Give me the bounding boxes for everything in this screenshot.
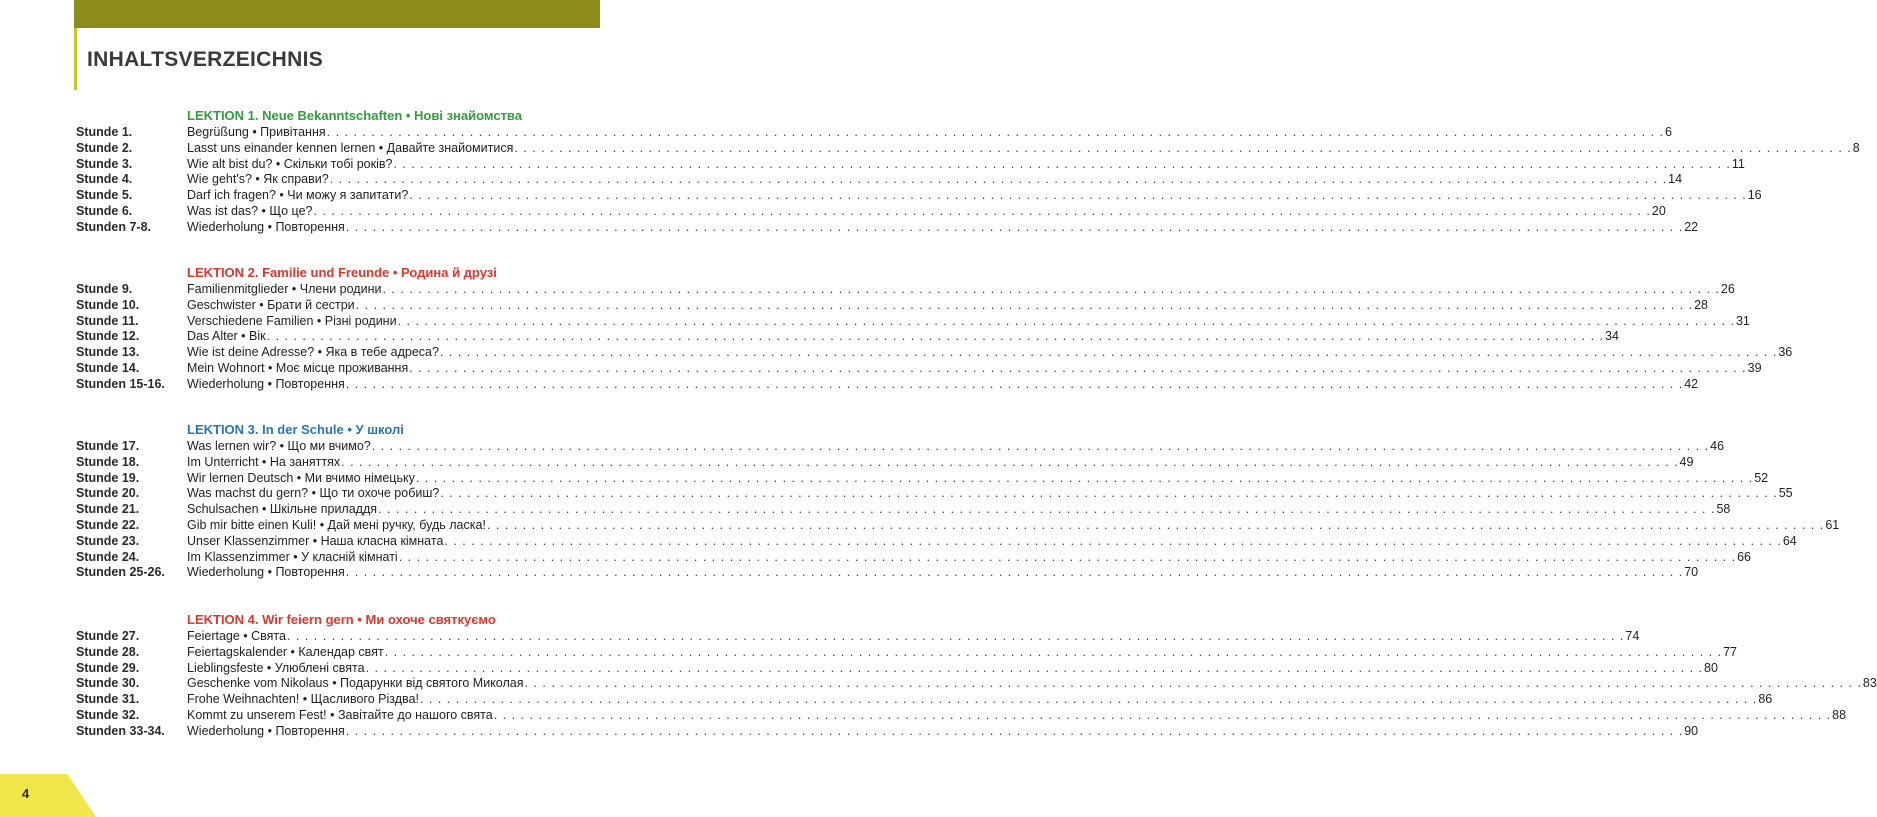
lesson-number: Stunde 5.	[76, 188, 133, 203]
lesson-number: Stunde 32.	[76, 708, 140, 722]
topic-title: Wie ist deine Adresse? • Яка в тебе адреса?	[187, 345, 439, 360]
lesson-number: Stunden 15-16.	[76, 376, 165, 391]
page-reference: 74	[1625, 629, 1640, 643]
page-reference: 14	[1668, 172, 1683, 187]
toc-entry	[187, 204, 1666, 218]
toc-entry	[187, 454, 1694, 469]
lesson-number: Stunden 25-26.	[76, 565, 165, 580]
lesson-heading: LEKTION 3. In der Schule • У школі	[187, 422, 404, 437]
toc-entry	[187, 692, 1773, 707]
topic-title: Im Unterricht • На заняттях	[187, 454, 341, 469]
topic-title: Begrüßung • Привітання	[187, 125, 326, 139]
lesson-number: Stunde 6.	[76, 204, 133, 218]
toc-entry	[187, 502, 1731, 517]
topic-title: Feiertagskalender • Календар свят	[187, 644, 384, 659]
toc-row	[0, 140, 1860, 157]
lesson-number: Stunde 19.	[76, 470, 140, 485]
dot-leader: . . . . . . . . . . . . . . . . . . . . . . . . . . . . . . . . . . . . . . . . . . . . . . . . . . . . . . . . . . . . . . . . . . . . . . . . . . . . . . . . . . . . . . . . . . . . . . . . . . . . . . . . . . . . . . . . . . . . . . . . . . . . . . . . . . . . . . . . . . . . . . . . . . . . . .	[345, 565, 1684, 580]
page-reference: 6	[1665, 125, 1672, 139]
toc-entry	[187, 125, 1672, 139]
toc-row	[0, 708, 1847, 724]
dot-leader: . . . . . . . . . . . . . . . . . . . . . . . . . . . . . . . . . . . . . . . . . . . . . . . . . . . . . . . . . . . . . . . . . . . . . . . . . . . . . . . . . . . . . . . . . . . . . . . . . . . . . . . . . . . . . . . . . . . . . . . . . . . . . . . . . . . . . . . . . . . . . . . . . . . . . .	[286, 629, 1625, 643]
topic-title: Das Alter • Вік	[187, 329, 266, 344]
page-reference: 58	[1716, 502, 1731, 517]
page-reference: 11	[1731, 156, 1745, 171]
toc-row	[0, 502, 1731, 518]
toc-row	[0, 533, 1797, 550]
toc-entry	[187, 219, 1699, 234]
page-reference: 36	[1778, 345, 1793, 360]
toc-row	[0, 518, 1840, 534]
toc-entry	[187, 329, 1619, 344]
page-reference: 34	[1605, 329, 1619, 344]
dot-leader: . . . . . . . . . . . . . . . . . . . . . . . . . . . . . . . . . . . . . . . . . . . . . . . . . . . . . . . . . . . . . . . . . . . . . . . . . . . . . . . . . . . . . . . . . . . . . . . . . . . . . . . . . . . . . . . . . . . . . . . . . . . . . . . . . . . . . . . . . . . . . . . . . . . . . .	[486, 518, 1825, 532]
lesson-number: Stunde 3.	[76, 156, 133, 171]
lesson-heading: LEKTION 2. Familie und Freunde • Родина й друзі	[187, 265, 497, 280]
toc-row	[0, 329, 1619, 345]
toc-row	[0, 470, 1769, 487]
toc-entry	[187, 188, 1762, 203]
toc-row	[0, 676, 1877, 692]
page-reference: 20	[1651, 204, 1666, 218]
lesson-number: Stunde 12.	[76, 329, 140, 344]
topic-title: Familienmitglieder • Члени родини	[187, 282, 382, 296]
dot-leader: . . . . . . . . . . . . . . . . . . . . . . . . . . . . . . . . . . . . . . . . . . . . . . . . . . . . . . . . . . . . . . . . . . . . . . . . . . . . . . . . . . . . . . . . . . . . . . . . . . . . . . . . . . . . . . . . . . . . . . . . . . . . . . . . . . . . . . . . . . . . . . . . . . . . . .	[524, 676, 1862, 691]
dot-leader: . . . . . . . . . . . . . . . . . . . . . . . . . . . . . . . . . . . . . . . . . . . . . . . . . . . . . . . . . . . . . . . . . . . . . . . . . . . . . . . . . . . . . . . . . . . . . . . . . . . . . . . . . . . . . . . . . . . . . . . . . . . . . . . . . . . . . . . . . . . . . . . . . . . . . .	[378, 502, 1716, 517]
lesson-number: Stunde 24.	[76, 549, 140, 564]
toc-entry	[187, 549, 1752, 564]
page-reference: 88	[1832, 708, 1847, 722]
toc-entry	[187, 565, 1699, 580]
lesson-number: Stunde 10.	[76, 297, 140, 312]
toc-entry	[187, 486, 1793, 501]
page-reference: 61	[1825, 518, 1840, 532]
page-reference: 26	[1720, 282, 1735, 296]
lesson-number: Stunde 11.	[76, 313, 139, 328]
lesson-number: Stunde 31.	[76, 692, 140, 707]
toc-row	[0, 297, 1708, 314]
dot-leader: . . . . . . . . . . . . . . . . . . . . . . . . . . . . . . . . . . . . . . . . . . . . . . . . . . . . . . . . . . . . . . . . . . . . . . . . . . . . . . . . . . . . . . . . . . . . . . . . . . . . . . . . . . . . . . . . . . . . . . . . . . . . . . . . . . . . . . . . . . . . . . . . . . . . . .	[313, 204, 1651, 218]
topic-title: Kommt zu unserem Fest! • Завітайте до нашого свята	[187, 708, 493, 722]
toc-entry	[187, 533, 1797, 548]
toc-row	[0, 629, 1640, 645]
dot-leader: . . . . . . . . . . . . . . . . . . . . . . . . . . . . . . . . . . . . . . . . . . . . . . . . . . . . . . . . . . . . . . . . . . . . . . . . . . . . . . . . . . . . . . . . . . . . . . . . . . . . . . . . . . . . . . . . . . . . . . . . . . . . . . . . . . . . . . . . . . . . . . . . . . . . . .	[326, 125, 1665, 139]
lesson-number: Stunde 28.	[76, 644, 140, 659]
topic-title: Geschwister • Брати й сестри	[187, 297, 355, 312]
dot-leader: . . . . . . . . . . . . . . . . . . . . . . . . . . . . . . . . . . . . . . . . . . . . . . . . . . . . . . . . . . . . . . . . . . . . . . . . . . . . . . . . . . . . . . . . . . . . . . . . . . . . . . . . . . . . . . . . . . . . . . . . . . . . . . . . . . . . . . . . . . . . . . . . . . . . . .	[419, 692, 1758, 707]
page-reference: 66	[1737, 549, 1752, 564]
dot-leader: . . . . . . . . . . . . . . . . . . . . . . . . . . . . . . . . . . . . . . . . . . . . . . . . . . . . . . . . . . . . . . . . . . . . . . . . . . . . . . . . . . . . . . . . . . . . . . . . . . . . . . . . . . . . . . . . . . . . . . . . . . . . . . . . . . . . . . . . . . . . . . . . . . . . . .	[493, 708, 1832, 722]
page-reference: 39	[1747, 361, 1762, 375]
dot-leader: . . . . . . . . . . . . . . . . . . . . . . . . . . . . . . . . . . . . . . . . . . . . . . . . . . . . . . . . . . . . . . . . . . . . . . . . . . . . . . . . . . . . . . . . . . . . . . . . . . . . . . . . . . . . . . . . . . . . . . . . . . . . . . . . . . . . . . . . . . . . . . . . . . . . . .	[409, 361, 1747, 375]
dot-leader: . . . . . . . . . . . . . . . . . . . . . . . . . . . . . . . . . . . . . . . . . . . . . . . . . . . . . . . . . . . . . . . . . . . . . . . . . . . . . . . . . . . . . . . . . . . . . . . . . . . . . . . . . . . . . . . . . . . . . . . . . . . . . . . . . . . . . . . . . . . . . . . . . . . . . .	[345, 219, 1684, 234]
topic-title: Wiederholung • Повторення	[187, 565, 345, 580]
lesson-heading: LEKTION 4. Wir feiern gern • Ми охоче святкуємо	[187, 612, 496, 627]
lesson-number: Stunde 1.	[76, 125, 133, 139]
lesson-number: Stunde 27.	[76, 629, 140, 643]
toc-row	[0, 376, 1699, 393]
page-reference: 80	[1704, 660, 1718, 675]
topic-title: Wir lernen Deutsch • Ми вчимо німецьку	[187, 470, 415, 485]
dot-leader: . . . . . . . . . . . . . . . . . . . . . . . . . . . . . . . . . . . . . . . . . . . . . . . . . . . . . . . . . . . . . . . . . . . . . . . . . . . . . . . . . . . . . . . . . . . . . . . . . . . . . . . . . . . . . . . . . . . . . . . . . . . . . . . . . . . . . . . . . . . . . . . . . . . . . .	[444, 533, 1782, 548]
dot-leader: . . . . . . . . . . . . . . . . . . . . . . . . . . . . . . . . . . . . . . . . . . . . . . . . . . . . . . . . . . . . . . . . . . . . . . . . . . . . . . . . . . . . . . . . . . . . . . . . . . . . . . . . . . . . . . . . . . . . . . . . . . . . . . . . . . . . . . . . . . . . . . . . . . . . . .	[341, 454, 1679, 469]
topic-title: Was ist das? • Що це?	[187, 204, 313, 218]
toc-row	[0, 313, 1750, 330]
dot-leader: . . . . . . . . . . . . . . . . . . . . . . . . . . . . . . . . . . . . . . . . . . . . . . . . . . . . . . . . . . . . . . . . . . . . . . . . . . . . . . . . . . . . . . . . . . . . . . . . . . . . . . . . . . . . . . . . . . . . . . . . . . . . . . . . . . . . . . . . . . . . . . . . . . . . . .	[384, 644, 1723, 659]
lesson-number: Stunde 22.	[76, 518, 140, 532]
lesson-number: Stunde 23.	[76, 533, 140, 548]
toc-row	[0, 439, 1725, 455]
lesson-number: Stunde 18.	[76, 454, 140, 469]
lesson-number: Stunde 17.	[76, 439, 140, 453]
dot-leader: . . . . . . . . . . . . . . . . . . . . . . . . . . . . . . . . . . . . . . . . . . . . . . . . . . . . . . . . . . . . . . . . . . . . . . . . . . . . . . . . . . . . . . . . . . . . . . . . . . . . . . . . . . . . . . . . . . . . . . . . . . . . . . . . . . . . . . . . . . . . . . . . . . . . . .	[439, 345, 1778, 360]
dot-leader: . . . . . . . . . . . . . . . . . . . . . . . . . . . . . . . . . . . . . . . . . . . . . . . . . . . . . . . . . . . . . . . . . . . . . . . . . . . . . . . . . . . . . . . . . . . . . . . . . . . . . . . . . . . . . . . . . . . . . . . . . . . . . . . . . . . . . . . . . . . . . . . . . . . . . .	[365, 660, 1703, 675]
toc-entry	[187, 297, 1708, 312]
toc-entry	[187, 644, 1737, 659]
toc-row	[0, 454, 1694, 471]
toc-entry	[187, 345, 1793, 360]
toc-entry	[187, 470, 1769, 485]
lesson-number: Stunden 33-34.	[76, 723, 165, 738]
toc-row	[0, 692, 1773, 708]
topic-title: Feiertage • Свята	[187, 629, 286, 643]
page-reference: 83	[1862, 676, 1877, 691]
lesson-number: Stunde 30.	[76, 676, 140, 691]
page-reference: 64	[1782, 533, 1797, 548]
page-reference: 31	[1735, 313, 1750, 328]
topic-title: Geschenke vom Nikolaus • Подарунки від святого Миколая	[187, 676, 524, 691]
toc-entry	[187, 660, 1718, 675]
dot-leader: . . . . . . . . . . . . . . . . . . . . . . . . . . . . . . . . . . . . . . . . . . . . . . . . . . . . . . . . . . . . . . . . . . . . . . . . . . . . . . . . . . . . . . . . . . . . . . . . . . . . . . . . . . . . . . . . . . . . . . . . . . . . . . . . . . . . . . . . . . . . . . . . . . . . . .	[345, 376, 1684, 391]
topic-title: Was lernen wir? • Що ми вчимо?	[187, 439, 371, 453]
toc-entry	[187, 708, 1847, 722]
toc-entry	[187, 282, 1735, 296]
dot-leader: . . . . . . . . . . . . . . . . . . . . . . . . . . . . . . . . . . . . . . . . . . . . . . . . . . . . . . . . . . . . . . . . . . . . . . . . . . . . . . . . . . . . . . . . . . . . . . . . . . . . . . . . . . . . . . . . . . . . . . . . . . . . . . . . . . . . . . . . . . . . . . . . . . . . . .	[409, 188, 1747, 203]
toc-row	[0, 172, 1683, 188]
toc-row	[0, 361, 1762, 377]
toc-entry	[187, 376, 1699, 391]
topic-title: Verschiedene Familien • Різні родини	[187, 313, 397, 328]
page-reference: 16	[1747, 188, 1762, 203]
page-reference: 8	[1852, 140, 1860, 155]
lesson-number: Stunde 21.	[76, 502, 140, 517]
toc-row	[0, 156, 1745, 173]
toc-row	[0, 644, 1737, 661]
lesson-number: Stunde 13.	[76, 345, 140, 360]
dot-leader: . . . . . . . . . . . . . . . . . . . . . . . . . . . . . . . . . . . . . . . . . . . . . . . . . . . . . . . . . . . . . . . . . . . . . . . . . . . . . . . . . . . . . . . . . . . . . . . . . . . . . . . . . . . . . . . . . . . . . . . . . . . . . . . . . . . . . . . . . . . . . . . . . . . . . .	[393, 156, 1731, 171]
topic-title: Wiederholung • Повторення	[187, 219, 345, 234]
header-band-top	[74, 0, 600, 28]
toc-row	[0, 549, 1752, 566]
lesson-number: Stunde 9.	[76, 282, 133, 296]
page-reference: 55	[1778, 486, 1793, 501]
dot-leader: . . . . . . . . . . . . . . . . . . . . . . . . . . . . . . . . . . . . . . . . . . . . . . . . . . . . . . . . . . . . . . . . . . . . . . . . . . . . . . . . . . . . . . . . . . . . . . . . . . . . . . . . . . . . . . . . . . . . . . . . . . . . . . . . . . . . . . . . . . . . . . . . . . . . . .	[355, 297, 1694, 312]
dot-leader: . . . . . . . . . . . . . . . . . . . . . . . . . . . . . . . . . . . . . . . . . . . . . . . . . . . . . . . . . . . . . . . . . . . . . . . . . . . . . . . . . . . . . . . . . . . . . . . . . . . . . . . . . . . . . . . . . . . . . . . . . . . . . . . . . . . . . . . . . . . . . . . . . . . . . .	[397, 313, 1735, 328]
page-reference: 49	[1679, 454, 1694, 469]
topic-title: Wiederholung • Повторення	[187, 723, 345, 738]
page-reference: 90	[1684, 723, 1699, 738]
page-number: 4	[22, 786, 30, 801]
toc-entry	[187, 676, 1877, 691]
topic-title: Lieblingsfeste • Улюблені свята	[187, 660, 365, 675]
toc-entry	[187, 629, 1640, 643]
topic-title: Darf ich fragen? • Чи можу я запитати?	[187, 188, 409, 203]
page-reference: 86	[1758, 692, 1773, 707]
page-title: INHALTSVERZEICHNIS	[87, 48, 324, 71]
dot-leader: . . . . . . . . . . . . . . . . . . . . . . . . . . . . . . . . . . . . . . . . . . . . . . . . . . . . . . . . . . . . . . . . . . . . . . . . . . . . . . . . . . . . . . . . . . . . . . . . . . . . . . . . . . . . . . . . . . . . . . . . . . . . . . . . . . . . . . . . . . . . . . . . . . . . . .	[398, 549, 1737, 564]
toc-row	[0, 723, 1699, 740]
lesson-number: Stunde 29.	[76, 660, 140, 675]
lesson-number: Stunden 7-8.	[76, 219, 152, 234]
toc-entry	[187, 156, 1745, 171]
topic-title: Wie alt bist du? • Скільки тобі років?	[187, 156, 393, 171]
lesson-number: Stunde 20.	[76, 486, 140, 501]
dot-leader: . . . . . . . . . . . . . . . . . . . . . . . . . . . . . . . . . . . . . . . . . . . . . . . . . . . . . . . . . . . . . . . . . . . . . . . . . . . . . . . . . . . . . . . . . . . . . . . . . . . . . . . . . . . . . . . . . . . . . . . . . . . . . . . . . . . . . . . . . . . . . . . . . . . . . .	[382, 282, 1720, 296]
toc-row	[0, 282, 1735, 298]
toc-entry	[187, 313, 1750, 328]
topic-title: Frohe Weihnachten! • Щасливого Різдва!	[187, 692, 419, 707]
lesson-number: Stunde 2.	[76, 140, 133, 155]
dot-leader: . . . . . . . . . . . . . . . . . . . . . . . . . . . . . . . . . . . . . . . . . . . . . . . . . . . . . . . . . . . . . . . . . . . . . . . . . . . . . . . . . . . . . . . . . . . . . . . . . . . . . . . . . . . . . . . . . . . . . . . . . . . . . . . . . . . . . . . . . . . . . . . . . . . . . .	[514, 140, 1852, 155]
lesson-number: Stunde 14.	[76, 361, 140, 375]
toc-entry	[187, 140, 1860, 155]
toc-row	[0, 188, 1762, 204]
toc-row	[0, 345, 1793, 361]
topic-title: Wiederholung • Повторення	[187, 376, 345, 391]
dot-leader: . . . . . . . . . . . . . . . . . . . . . . . . . . . . . . . . . . . . . . . . . . . . . . . . . . . . . . . . . . . . . . . . . . . . . . . . . . . . . . . . . . . . . . . . . . . . . . . . . . . . . . . . . . . . . . . . . . . . . . . . . . . . . . . . . . . . . . . . . . . . . . . . . . . . . .	[371, 439, 1710, 453]
toc-entry	[187, 439, 1725, 453]
toc-entry	[187, 172, 1683, 187]
dot-leader: . . . . . . . . . . . . . . . . . . . . . . . . . . . . . . . . . . . . . . . . . . . . . . . . . . . . . . . . . . . . . . . . . . . . . . . . . . . . . . . . . . . . . . . . . . . . . . . . . . . . . . . . . . . . . . . . . . . . . . . . . . . . . . . . . . . . . . . . . . . . . . . . . . . . . .	[345, 723, 1684, 738]
topic-title: Im Klassenzimmer • У класній кімнаті	[187, 549, 398, 564]
page-reference: 77	[1723, 644, 1737, 659]
topic-title: Wie geht's? • Як справи?	[187, 172, 329, 187]
page-reference: 22	[1684, 219, 1699, 234]
toc-entry	[187, 518, 1840, 532]
dot-leader: . . . . . . . . . . . . . . . . . . . . . . . . . . . . . . . . . . . . . . . . . . . . . . . . . . . . . . . . . . . . . . . . . . . . . . . . . . . . . . . . . . . . . . . . . . . . . . . . . . . . . . . . . . . . . . . . . . . . . . . . . . . . . . . . . . . . . . . . . . . . . . . . . . . . . .	[415, 470, 1754, 485]
topic-title: Mein Wohnort • Моє місце проживання	[187, 361, 409, 375]
page-corner-tab	[0, 774, 96, 817]
toc-row	[0, 125, 1672, 141]
page-reference: 42	[1684, 376, 1699, 391]
dot-leader: . . . . . . . . . . . . . . . . . . . . . . . . . . . . . . . . . . . . . . . . . . . . . . . . . . . . . . . . . . . . . . . . . . . . . . . . . . . . . . . . . . . . . . . . . . . . . . . . . . . . . . . . . . . . . . . . . . . . . . . . . . . . . . . . . . . . . . . . . . . . . . . . . . . . . .	[440, 486, 1778, 501]
toc-row	[0, 565, 1699, 581]
toc-row	[0, 219, 1699, 236]
toc-entry	[187, 361, 1762, 375]
topic-title: Lasst uns einander kennen lernen • Давайте знайомитися	[187, 140, 514, 155]
page-reference: 28	[1694, 297, 1708, 312]
page-reference: 70	[1684, 565, 1699, 580]
topic-title: Schulsachen • Шкільне приладдя	[187, 502, 378, 517]
topic-title: Gib mir bitte einen Kuli! • Дай мені ручку, будь ласка!	[187, 518, 486, 532]
page-reference: 52	[1754, 470, 1769, 485]
lesson-number: Stunde 4.	[76, 172, 133, 187]
toc-row	[0, 204, 1666, 220]
toc-row	[0, 486, 1793, 502]
topic-title: Unser Klassenzimmer • Наша класна кімната	[187, 533, 444, 548]
topic-title: Was machst du gern? • Що ти охоче робиш?	[187, 486, 440, 501]
page-reference: 46	[1710, 439, 1725, 453]
toc-entry	[187, 723, 1699, 738]
toc-row	[0, 660, 1718, 677]
lesson-heading: LEKTION 1. Neue Bekanntschaften • Нові знайомства	[187, 108, 522, 123]
dot-leader: . . . . . . . . . . . . . . . . . . . . . . . . . . . . . . . . . . . . . . . . . . . . . . . . . . . . . . . . . . . . . . . . . . . . . . . . . . . . . . . . . . . . . . . . . . . . . . . . . . . . . . . . . . . . . . . . . . . . . . . . . . . . . . . . . . . . . . . . . . . . . . . . . . . . . .	[266, 329, 1605, 344]
dot-leader: . . . . . . . . . . . . . . . . . . . . . . . . . . . . . . . . . . . . . . . . . . . . . . . . . . . . . . . . . . . . . . . . . . . . . . . . . . . . . . . . . . . . . . . . . . . . . . . . . . . . . . . . . . . . . . . . . . . . . . . . . . . . . . . . . . . . . . . . . . . . . . . . . . . . . .	[329, 172, 1668, 187]
